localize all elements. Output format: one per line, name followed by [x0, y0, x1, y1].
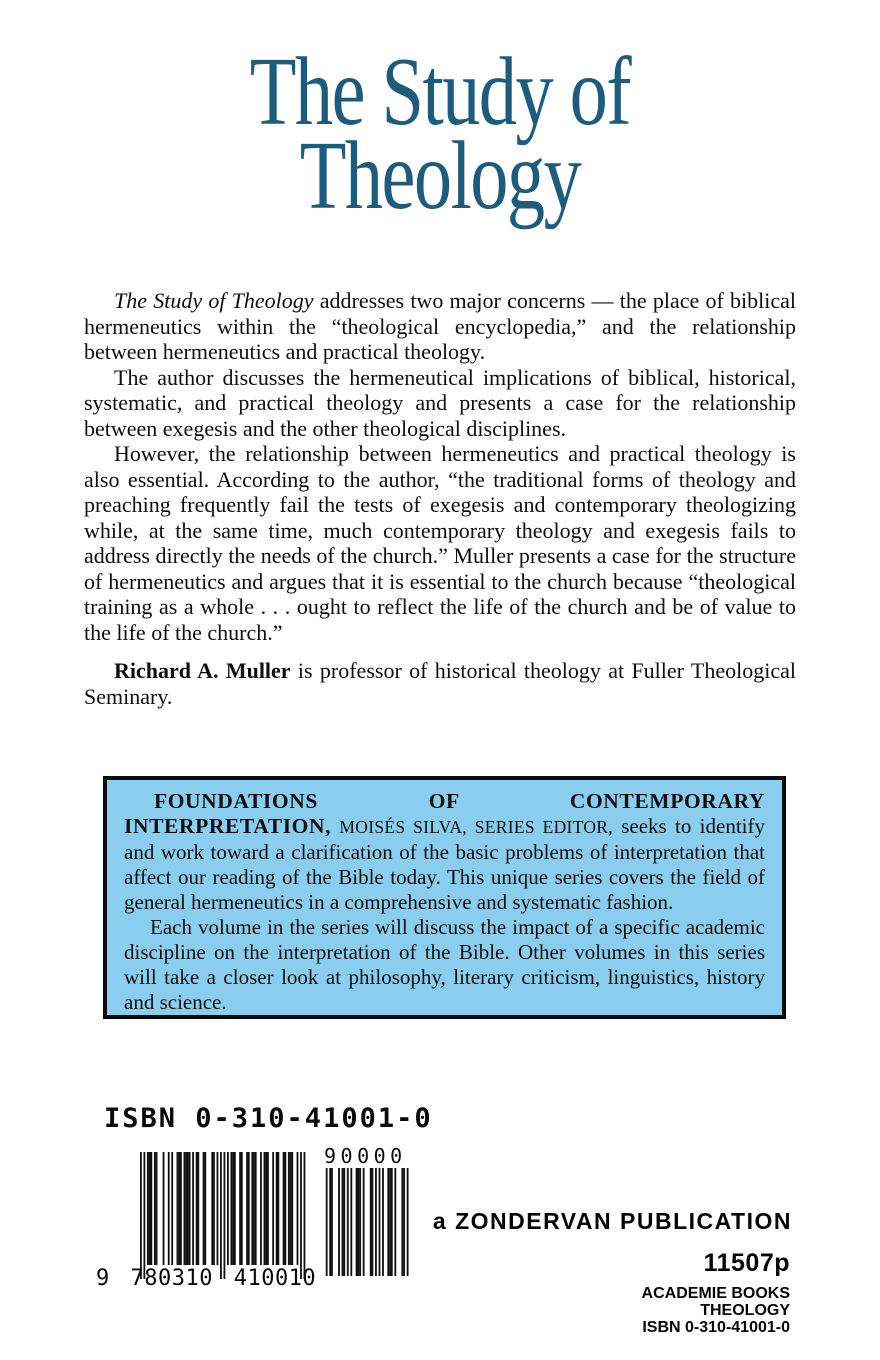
barcode-area: [96, 1144, 480, 1312]
barcode-main-digits: 9 780310 410010: [96, 1266, 317, 1291]
series-paragraph-1: [124, 789, 765, 915]
series-title: FOUNDATIONS OF CONTEMPORARY INTERPRETATION,: [124, 789, 765, 838]
synopsis-paragraph-3: However, the relationship between hermeneutics and practical theology is also essential. According to the author, “the traditional forms of theology and preaching frequently fail the tests of exegesis and contemporary theologizing while, at the same time, much contemporary theology and exegesis fails to address directly the needs of the church.” Muller presents a case for the structure of hermeneutics and argues that it is essential to the church because “theological training as a whole . . . ought to reflect the life of the church and be of value to the life of the church.”: [84, 441, 796, 645]
zondervan-imprint: a ZONDERVAN PUBLICATION: [432, 1208, 792, 1234]
book-title-line-2: Theology: [299, 122, 581, 230]
publisher-info-line: THEOLOGY: [700, 1302, 790, 1319]
author-name: Richard A. Muller: [114, 658, 291, 683]
synopsis-paragraph-1: [84, 288, 796, 365]
series-paragraph-2: Each volume in the series will discuss the impact of a specific academic discipline on the interpretation of the Bible. Other volumes in this series will take a closer look at philosophy, literary criticism, linguistics, history and science.: [124, 915, 765, 1014]
isbn-heading: ISBN 0-310-41001-0: [104, 1103, 433, 1134]
publisher-info-block: [642, 1250, 790, 1337]
ean5-addon-barcode: [324, 1168, 409, 1276]
synopsis-paragraph-2: The author discusses the hermeneutical implications of biblical, historical, systematic, and practical theology and presents a case for the relationship between exegesis and the other theological disciplines.: [84, 364, 796, 441]
synopsis: [84, 288, 796, 709]
synopsis-title-italic: The Study of Theology: [114, 288, 314, 313]
print-code: 11507p: [703, 1249, 790, 1277]
author-bio-text: is professor of historical theology at Fuller Theological Seminary.: [84, 658, 796, 709]
publisher-info-lines: [642, 1286, 790, 1336]
barcode-addon-digits: 90000: [324, 1144, 407, 1168]
ean13-barcode: [140, 1152, 306, 1279]
series-editor: MOISÉS SILVA, SERIES EDITOR,: [339, 817, 613, 837]
author-bio: [84, 658, 796, 709]
publisher-info-line: ISBN 0-310-41001-0: [642, 1319, 790, 1336]
series-paragraph-1-text: seeks to identify and work toward a clarification of the basic problems of interpretation that affect our reading of the Bible today. This unique series covers the field of general hermeneutics in a comprehensive and systematic fashion.: [124, 814, 765, 914]
publisher-info-line: ACADEMIE BOOKS: [641, 1285, 790, 1302]
series-description-box: [103, 776, 786, 1019]
book-title-line-1: The Study of: [249, 38, 631, 146]
synopsis-paragraph-1-text: addresses two major concerns — the place of biblical hermeneutics within the “theological encyclopedia,” and the relationship between hermeneutics and practical theology.: [84, 288, 797, 364]
book-title: [0, 38, 880, 230]
